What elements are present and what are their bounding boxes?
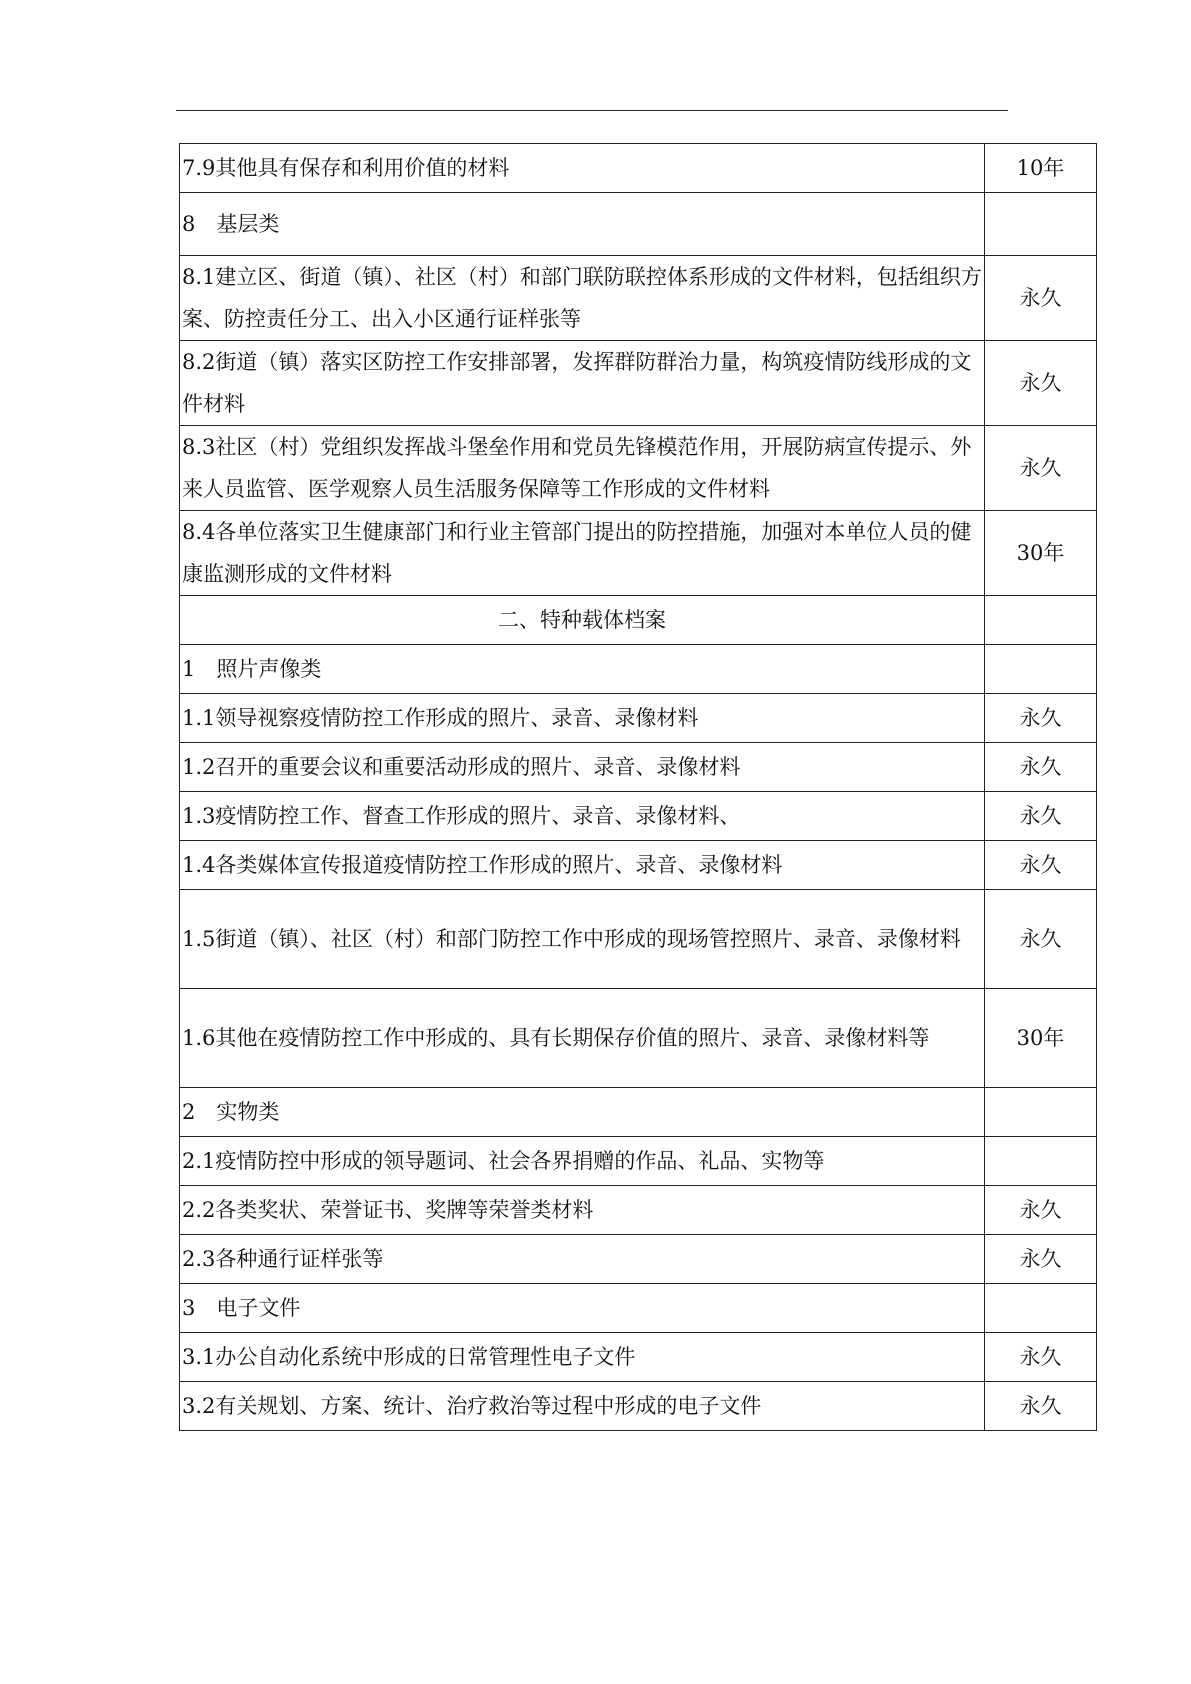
category-heading-cell: 二、特种载体档案 — [180, 596, 985, 645]
table-row — [180, 256, 1097, 341]
retention-period-cell: 永久 — [985, 1382, 1097, 1431]
retention-period-cell — [985, 1088, 1097, 1137]
item-cell: 3.1办公自动化系统中形成的日常管理性电子文件 — [180, 1333, 985, 1382]
section-heading-cell: 2 实物类 — [180, 1088, 985, 1137]
retention-period-cell: 30年 — [985, 989, 1097, 1088]
section-heading-cell: 1 照片声像类 — [180, 645, 985, 694]
table-row — [180, 792, 1097, 841]
table-row — [180, 890, 1097, 989]
retention-period-cell: 10年 — [985, 144, 1097, 193]
item-cell: 1.6其他在疫情防控工作中形成的、具有长期保存价值的照片、录音、录像材料等 — [180, 989, 985, 1088]
table-row — [180, 596, 1097, 645]
header-rule — [176, 110, 1008, 111]
retention-period-cell — [985, 596, 1097, 645]
table-row — [180, 144, 1097, 193]
retention-period-cell: 永久 — [985, 743, 1097, 792]
table-row — [180, 1137, 1097, 1186]
table-row — [180, 989, 1097, 1088]
retention-period-cell: 永久 — [985, 426, 1097, 511]
table-row — [180, 193, 1097, 256]
item-cell: 8.2街道（镇）落实区防控工作安排部署，发挥群防群治力量，构筑疫情防线形成的文件材料 — [180, 341, 985, 426]
table-row — [180, 743, 1097, 792]
table-row — [180, 426, 1097, 511]
retention-schedule-table — [179, 143, 1097, 1431]
table-row — [180, 1333, 1097, 1382]
table-row — [180, 841, 1097, 890]
table-row — [180, 511, 1097, 596]
retention-period-cell: 永久 — [985, 890, 1097, 989]
section-heading-cell: 8 基层类 — [180, 193, 985, 256]
item-cell: 7.9其他具有保存和利用价值的材料 — [180, 144, 985, 193]
table-row — [180, 1284, 1097, 1333]
table-row — [180, 645, 1097, 694]
item-cell: 1.4各类媒体宣传报道疫情防控工作形成的照片、录音、录像材料 — [180, 841, 985, 890]
retention-period-cell: 永久 — [985, 256, 1097, 341]
table-row — [180, 1382, 1097, 1431]
item-cell: 8.3社区（村）党组织发挥战斗堡垒作用和党员先锋模范作用，开展防病宣传提示、外来人员监管、医学观察人员生活服务保障等工作形成的文件材料 — [180, 426, 985, 511]
retention-period-cell: 永久 — [985, 341, 1097, 426]
retention-period-cell — [985, 1284, 1097, 1333]
item-cell: 2.1疫情防控中形成的领导题词、社会各界捐赠的作品、礼品、实物等 — [180, 1137, 985, 1186]
table-row — [180, 1235, 1097, 1284]
item-cell: 1.3疫情防控工作、督查工作形成的照片、录音、录像材料、 — [180, 792, 985, 841]
table-row — [180, 341, 1097, 426]
item-cell: 8.4各单位落实卫生健康部门和行业主管部门提出的防控措施，加强对本单位人员的健康监测形成的文件材料 — [180, 511, 985, 596]
table-row — [180, 1088, 1097, 1137]
item-cell: 2.3各种通行证样张等 — [180, 1235, 985, 1284]
retention-period-cell: 永久 — [985, 841, 1097, 890]
retention-period-cell — [985, 193, 1097, 256]
item-cell: 2.2各类奖状、荣誉证书、奖牌等荣誉类材料 — [180, 1186, 985, 1235]
retention-period-cell: 30年 — [985, 511, 1097, 596]
item-cell: 8.1建立区、街道（镇）、社区（村）和部门联防联控体系形成的文件材料，包括组织方案、防控责任分工、出入小区通行证样张等 — [180, 256, 985, 341]
item-cell: 1.1领导视察疫情防控工作形成的照片、录音、录像材料 — [180, 694, 985, 743]
retention-period-cell: 永久 — [985, 694, 1097, 743]
retention-period-cell — [985, 1137, 1097, 1186]
table-row — [180, 694, 1097, 743]
retention-period-cell — [985, 645, 1097, 694]
section-heading-cell: 3 电子文件 — [180, 1284, 985, 1333]
item-cell: 1.2召开的重要会议和重要活动形成的照片、录音、录像材料 — [180, 743, 985, 792]
item-cell: 3.2有关规划、方案、统计、治疗救治等过程中形成的电子文件 — [180, 1382, 985, 1431]
item-cell: 1.5街道（镇）、社区（村）和部门防控工作中形成的现场管控照片、录音、录像材料 — [180, 890, 985, 989]
retention-period-cell: 永久 — [985, 792, 1097, 841]
retention-period-cell: 永久 — [985, 1235, 1097, 1284]
table-row — [180, 1186, 1097, 1235]
retention-period-cell: 永久 — [985, 1186, 1097, 1235]
retention-period-cell: 永久 — [985, 1333, 1097, 1382]
